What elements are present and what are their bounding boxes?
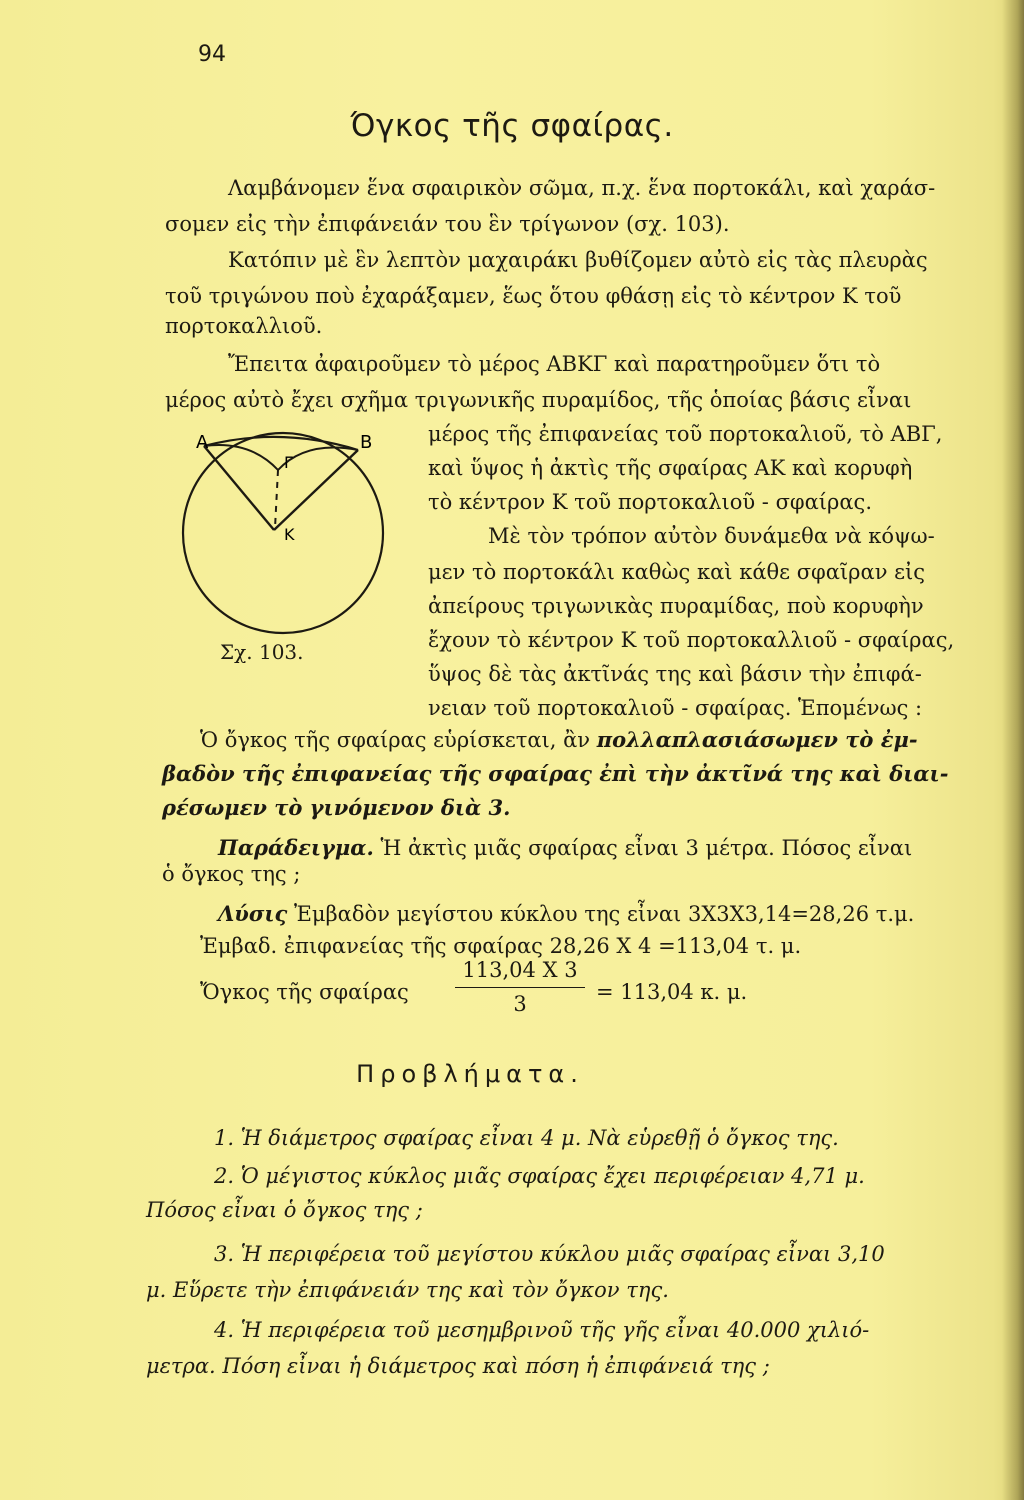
label-b: Β: [360, 432, 373, 453]
page-title: Όγκος τῆς σφαίρας.: [350, 108, 674, 144]
label-k: Κ: [284, 525, 295, 544]
problems-heading: Προβλήματα.: [356, 1060, 584, 1088]
fraction-numerator: 113,04 Χ 3: [462, 958, 578, 982]
page-number: 94: [198, 42, 226, 67]
rule-text: Ὁ ὄγκος τῆς σφαίρας εὑρίσκεται, ἂν: [200, 728, 597, 752]
label-g: Γ: [284, 453, 293, 472]
rule-line-1: [200, 726, 918, 754]
wrap-line: ὕψος δὲ τὰς ἀκτῖνάς της καὶ βάσιν τὴν ἐπιφά-: [428, 662, 922, 686]
problem-line: μετρα. Πόση εἶναι ἡ διάμετρος καὶ πόση ἡ ἐπιφάνειά της ;: [146, 1354, 770, 1378]
intro-line: Ἔπειτα ἀφαιροῦμεν τὸ μέρος ΑΒΚΓ καὶ παρατηροῦμεν ὅτι τὸ: [228, 352, 881, 376]
sphere-pyramid-figure: [180, 418, 390, 648]
volume-result: = 113,04 κ. μ.: [596, 980, 748, 1004]
example-line-2: ὁ ὄγκος της ;: [162, 862, 301, 886]
solution-text: Ἐμβαδὸν μεγίστου κύκλου της εἶναι 3Χ3Χ3,14=28,26 τ.μ.: [293, 902, 915, 926]
intro-line: τοῦ τριγώνου ποὺ ἐχαράξαμεν, ἕως ὅτου φθάσῃ εἰς τὸ κέντρον Κ τοῦ: [165, 284, 902, 308]
wrap-line: νειαν τοῦ πορτοκαλιοῦ - σφαίρας. Ἑπομένως :: [428, 696, 923, 720]
solution-line-1: [218, 900, 914, 928]
wrap-line: ἔχουν τὸ κέντρον Κ τοῦ πορτοκαλλιοῦ - σφαίρας,: [428, 628, 955, 652]
height-gk: [275, 470, 278, 528]
fraction-bar: [455, 987, 585, 988]
solution-label: Λύσις: [218, 901, 288, 926]
example-label: Παράδειγμα.: [218, 835, 374, 860]
fraction-denominator: 3: [513, 992, 527, 1016]
label-a: Α: [196, 432, 209, 453]
rule-emphasis: πολλαπλασιάσωμεν τὸ ἐμ-: [596, 727, 918, 752]
problem-line: 3. Ἡ περιφέρεια τοῦ μεγίστου κύκλου μιᾶς σφαίρας εἶναι 3,10: [214, 1242, 885, 1266]
wrap-line: μέρος τῆς ἐπιφανείας τοῦ πορτοκαλιοῦ, τὸ ΑΒΓ,: [428, 422, 943, 446]
rule-line-3: ρέσωμεν τὸ γινόμενον διὰ 3.: [162, 795, 511, 820]
wrap-line: καὶ ὕψος ἡ ἀκτὶς τῆς σφαίρας ΑΚ καὶ κορυφὴ: [428, 456, 913, 480]
problem-line: Πόσος εἶναι ὁ ὄγκος της ;: [146, 1198, 423, 1222]
example-text: Ἡ ἀκτὶς μιᾶς σφαίρας εἶναι 3 μέτρα. Πόσος εἶναι: [380, 836, 913, 860]
problem-line: μ. Εὕρετε τὴν ἐπιφάνειάν της καὶ τὸν ὄγκον της.: [146, 1278, 669, 1302]
intro-line: πορτοκαλλιοῦ.: [165, 314, 323, 338]
problem-line: 4. Ἡ περιφέρεια τοῦ μεσημβρινοῦ τῆς γῆς εἶναι 40.000 χιλιό-: [214, 1318, 870, 1342]
sphere-outline: [183, 433, 383, 633]
book-spine-shadow: [1002, 0, 1024, 1500]
wrap-line: τὸ κέντρον Κ τοῦ πορτοκαλιοῦ - σφαίρας.: [428, 490, 872, 514]
intro-line: σομεν εἰς τὴν ἐπιφάνειάν του ἓν τρίγωνον (σχ. 103).: [165, 212, 730, 236]
problem-line: 2. Ὁ μέγιστος κύκλος μιᾶς σφαίρας ἔχει περιφέρειαν 4,71 μ.: [214, 1164, 865, 1188]
problem-line: 1. Ἡ διάμετρος σφαίρας εἶναι 4 μ. Νὰ εὑρεθῇ ὁ ὄγκος της.: [214, 1126, 839, 1150]
wrap-line: Μὲ τὸν τρόπον αὐτὸν δυνάμεθα νὰ κόψω-: [488, 524, 935, 548]
wrap-line: ἀπείρους τριγωνικὰς πυραμίδας, ποὺ κορυφὴν: [428, 594, 924, 618]
figure-caption: Σχ. 103.: [220, 640, 304, 664]
wrap-line: μεν τὸ πορτοκάλι καθὼς καὶ κάθε σφαῖραν εἰς: [428, 560, 926, 584]
rule-line-2: βαδὸν τῆς ἐπιφανείας τῆς σφαίρας ἐπὶ τὴν ἀκτῖνά της καὶ διαι-: [162, 761, 949, 786]
example-line-1: [218, 834, 912, 862]
solution-line-2: Ἐμβαδ. ἐπιφανείας τῆς σφαίρας 28,26 Χ 4 =113,04 τ. μ.: [200, 934, 802, 958]
volume-label: Ὄγκος τῆς σφαίρας: [200, 980, 409, 1004]
intro-line: Κατόπιν μὲ ἓν λεπτὸν μαχαιράκι βυθίζομεν αὐτὸ εἰς τὰς πλευρὰς: [228, 248, 928, 272]
intro-line: μέρος αὐτὸ ἔχει σχῆμα τριγωνικῆς πυραμίδος, τῆς ὁποίας βάσις εἶναι: [165, 388, 912, 412]
intro-line: Λαμβάνομεν ἕνα σφαιρικὸν σῶμα, π.χ. ἕνα πορτοκάλι, καὶ χαράσ-: [228, 176, 936, 200]
